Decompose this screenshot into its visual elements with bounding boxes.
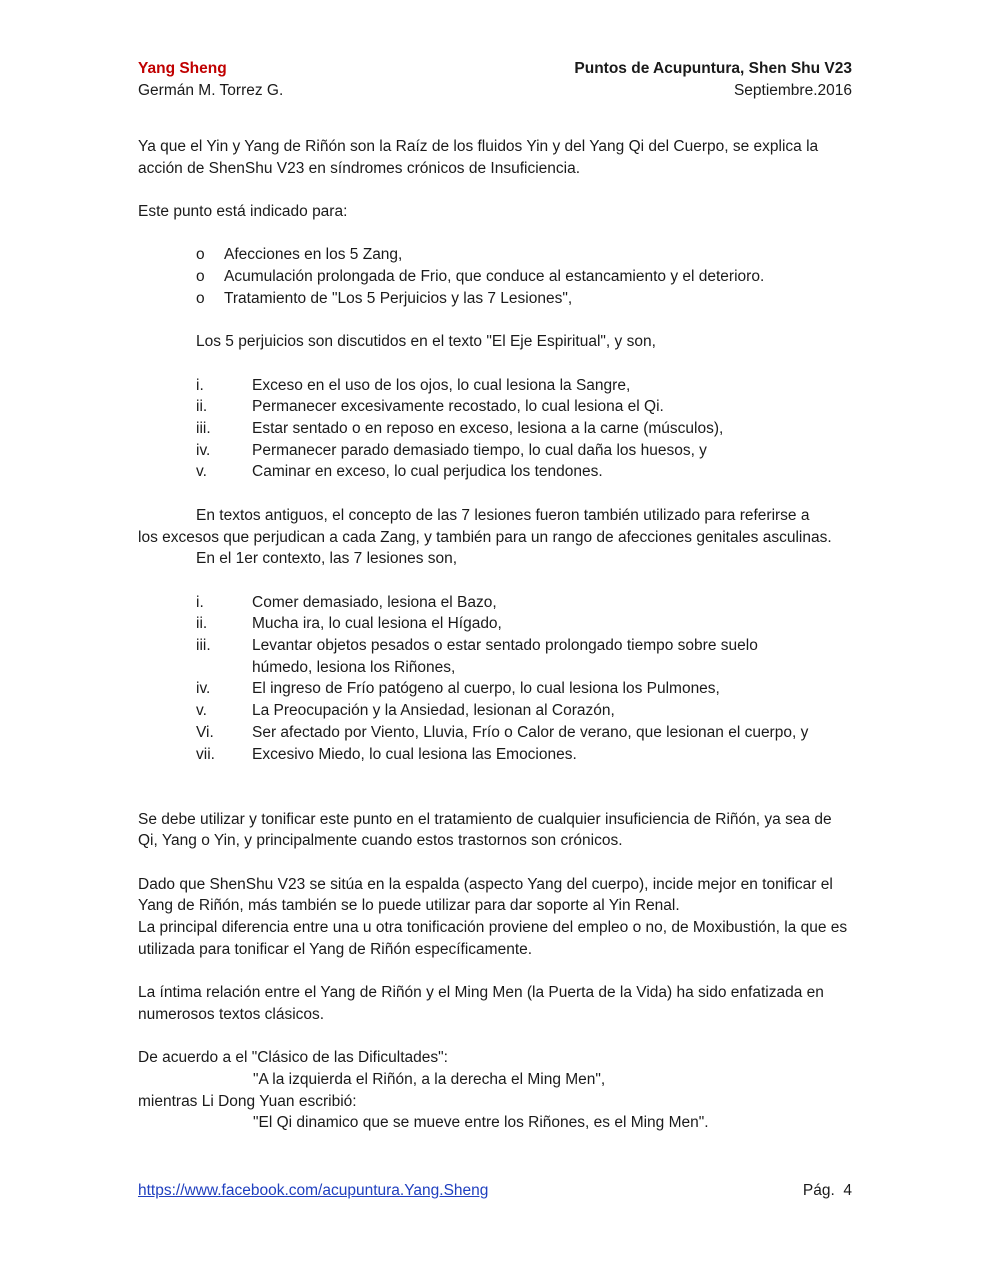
item-text: Permanecer parado demasiado tiempo, lo cual daña los huesos, y bbox=[252, 441, 707, 459]
list-item bbox=[138, 635, 854, 678]
item-text: Exceso en el uso de los ojos, lo cual lesiona la Sangre, bbox=[252, 376, 631, 394]
list-item bbox=[138, 592, 854, 614]
item-text: Ser afectado por Viento, Lluvia, Frío o Calor de verano, que lesionan el cuerpo, y bbox=[252, 723, 809, 741]
item-number: iv. bbox=[196, 441, 211, 459]
document-title: Puntos de Acupuntura, Shen Shu V23 bbox=[574, 60, 852, 77]
item-text: Estar sentado o en reposo en exceso, lesiona a la carne (músculos), bbox=[252, 420, 724, 438]
indicated-heading: Este punto está indicado para: bbox=[138, 203, 348, 221]
item-number: i. bbox=[196, 376, 204, 394]
bullet-text: Acumulación prolongada de Frio, que conduce al estancamiento y el deterioro. bbox=[224, 268, 765, 286]
item-number: v. bbox=[196, 702, 207, 720]
item-number: ii. bbox=[196, 398, 208, 416]
item-number: v. bbox=[196, 463, 207, 481]
header-left bbox=[138, 58, 283, 101]
bullet-item bbox=[138, 266, 854, 288]
item-text: Comer demasiado, lesiona el Bazo, bbox=[252, 593, 497, 611]
document-body bbox=[138, 136, 854, 1134]
item-number: iii. bbox=[196, 637, 211, 655]
item-text: Levantar objetos pesados o estar sentado prolongado tiempo sobre suelo húmedo, lesiona los Riñones, bbox=[252, 637, 758, 676]
clasico-intro: De acuerdo a el "Clásico de las Dificultades": bbox=[138, 1049, 448, 1067]
page-number: Pág. 4 bbox=[802, 1182, 852, 1199]
lesiones-intro-line-3: En el 1er contexto, las 7 lesiones son, bbox=[196, 550, 458, 568]
item-number: i. bbox=[196, 593, 204, 611]
indication-bullet-list bbox=[138, 244, 854, 309]
quote-clasico: "A la izquierda el Riñón, a la derecha el Ming Men", bbox=[253, 1071, 606, 1089]
brand-title: Yang Sheng bbox=[138, 60, 227, 77]
list-item bbox=[138, 418, 854, 440]
list-item bbox=[138, 440, 854, 462]
dado-que-paragraph: Dado que ShenShu V23 se sitúa en la espalda (aspecto Yang del cuerpo), incide mejor en tonificar el Yang de Riñón, más también se lo puede utilizar para dar soporte al Yin Renal. bbox=[138, 875, 833, 915]
item-number: iii. bbox=[196, 420, 211, 438]
bullet-item bbox=[138, 244, 854, 266]
bullet-text: Tratamiento de "Los 5 Perjuicios y las 7 Lesiones", bbox=[224, 289, 573, 307]
list-item bbox=[138, 613, 854, 635]
bullet-marker: o bbox=[196, 246, 205, 264]
item-number: iv. bbox=[196, 680, 211, 698]
bullet-item bbox=[138, 288, 854, 310]
intima-paragraph: La íntima relación entre el Yang de Riñón y el Ming Men (la Puerta de la Vida) ha sido enfatizada en numerosos textos clásicos. bbox=[138, 984, 824, 1023]
intro-paragraph: Ya que el Yin y Yang de Riñón son la Raíz de los fluidos Yin y del Yang Qi del Cuerpo, se explica la acción de ShenShu V23 en síndromes crónicos de Insuficiencia. bbox=[138, 138, 819, 177]
bullet-marker: o bbox=[196, 289, 205, 307]
item-text: El ingreso de Frío patógeno al cuerpo, lo cual lesiona los Pulmones, bbox=[252, 680, 720, 698]
list-item bbox=[138, 700, 854, 722]
list-item bbox=[138, 678, 854, 700]
item-number: vii. bbox=[196, 745, 215, 763]
quote-li-dong: "El Qi dinamico que se mueve entre los Riñones, es el Ming Men". bbox=[253, 1114, 709, 1132]
bullet-text: Afecciones en los 5 Zang, bbox=[224, 246, 403, 264]
facebook-link[interactable]: https://www.facebook.com/acupuntura.Yang.Sheng bbox=[138, 1182, 489, 1199]
item-text: La Preocupación y la Ansiedad, lesionan al Corazón, bbox=[252, 702, 615, 720]
item-text: Caminar en exceso, lo cual perjudica los tendones. bbox=[252, 463, 603, 481]
item-number: ii. bbox=[196, 615, 208, 633]
list-item bbox=[138, 744, 854, 766]
bullet-marker: o bbox=[196, 268, 205, 286]
header-right bbox=[574, 58, 852, 101]
list-item bbox=[138, 722, 854, 744]
lesiones-intro-line-1: En textos antiguos, el concepto de las 7 lesiones fueron también utilizado para referirse a bbox=[196, 506, 810, 524]
list-item bbox=[138, 396, 854, 418]
item-text: Permanecer excesivamente recostado, lo cual lesiona el Qi. bbox=[252, 398, 664, 416]
item-text: Excesivo Miedo, lo cual lesiona las Emociones. bbox=[252, 745, 577, 763]
perjuicios-intro: Los 5 perjuicios son discutidos en el texto "El Eje Espiritual", y son, bbox=[196, 333, 656, 351]
list-item bbox=[138, 375, 854, 397]
diferencia-paragraph: La principal diferencia entre una u otra tonificación proviene del empleo o no, de Moxibustión, la que es utilizada para tonificar el Yang de Riñón específicamente. bbox=[138, 919, 848, 958]
item-text: Mucha ira, lo cual lesiona el Hígado, bbox=[252, 615, 502, 633]
list-item bbox=[138, 461, 854, 483]
tonificar-paragraph: Se debe utilizar y tonificar este punto en el tratamiento de cualquier insuficiencia de Riñón, ya sea de Qi, Yang o Yin, y principalmente cuando estos trastornos son crónicos. bbox=[138, 810, 832, 850]
item-number: Vi. bbox=[196, 723, 214, 741]
lesiones-intro-line-2: los excesos que perjudican a cada Zang, y también para un rango de afecciones genitales asculinas. bbox=[138, 528, 832, 546]
lesiones-list bbox=[138, 592, 854, 766]
document-date: Septiembre.2016 bbox=[733, 81, 852, 99]
author-name: Germán M. Torrez G. bbox=[138, 81, 284, 99]
perjuicios-list bbox=[138, 375, 854, 484]
li-dong-intro: mientras Li Dong Yuan escribió: bbox=[138, 1092, 357, 1110]
